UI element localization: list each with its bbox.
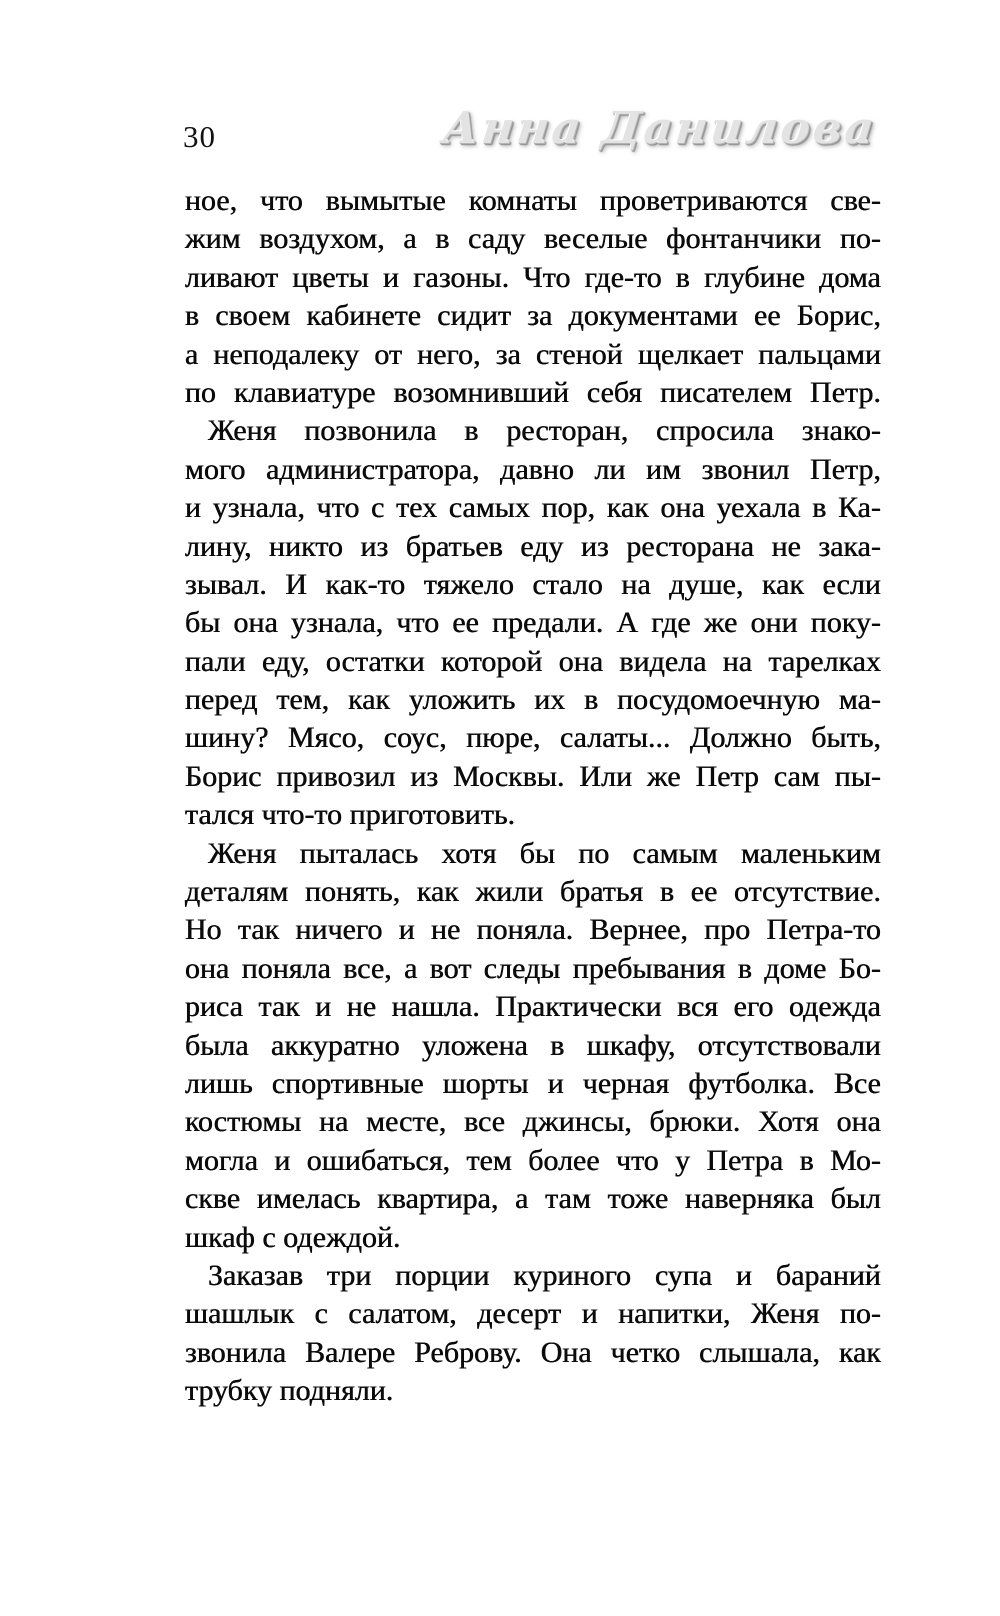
text-line: лину, никто из братьев еду из ресторана не зака-: [185, 529, 881, 563]
text-line: мого администратора, давно ли им звонил Петр,: [185, 452, 881, 486]
text-line: а неподалеку от него, за стеной щелкает пальцами: [185, 337, 881, 371]
text-line: могла и ошибаться, тем более что у Петра в Мо-: [185, 1143, 881, 1177]
text-line: бы она узнала, что ее предали. А где же они поку-: [185, 606, 881, 640]
text-line: риса так и не нашла. Практически вся его одежда: [185, 990, 881, 1024]
text-line: Борис привозил из Москвы. Или же Петр сам пы-: [185, 759, 881, 793]
text-line: шашлык с салатом, десерт и напитки, Женя по-: [185, 1297, 881, 1331]
text-line: перед тем, как уложить их в посудомоечную ма-: [185, 683, 881, 717]
text-line: шкаф с одеждой.: [185, 1220, 401, 1254]
author-script-header: Анна Данилова: [439, 103, 879, 154]
text-line: по клавиатуре возомнивший себя писателем Петр.: [185, 375, 881, 409]
page-number: 30: [183, 119, 216, 154]
text-line: ное, что вымытые комнаты проветриваются све-: [185, 184, 881, 217]
text-line: скве имелась квартира, а там тоже наверняка был: [185, 1182, 881, 1216]
text-line: Женя позвонила в ресторан, спросила знако-: [208, 414, 881, 448]
text-line: лишь спортивные шорты и черная футболка. Все: [185, 1066, 881, 1100]
text-line: Но так ничего и не поняла. Вернее, про Петра-то: [185, 913, 881, 947]
text-line: она поняла все, а вот следы пребывания в доме Бо-: [185, 951, 881, 985]
text-line: костюмы на месте, все джинсы, брюки. Хотя она: [185, 1105, 881, 1139]
text-line: шину? Мясо, соус, пюре, салаты... Должно быть,: [185, 721, 881, 755]
text-line: тался что-то приготовить.: [185, 798, 516, 832]
text-line: в своем кабинете сидит за документами ее Борис,: [185, 299, 881, 333]
text-line: пали еду, остатки которой она видела на тарелках: [185, 644, 881, 678]
text-line: жим воздухом, а в саду веселые фонтанчики по-: [185, 222, 881, 256]
text-line: звонила Валере Реброву. Она четко слышала, как: [185, 1335, 881, 1369]
text-line: трубку подняли.: [185, 1374, 394, 1408]
text-line: и узнала, что с тех самых пор, как она уехала в Ка-: [185, 491, 881, 525]
text-line: ливают цветы и газоны. Что где-то в глубине дома: [185, 260, 881, 294]
text-line: была аккуратно уложена в шкафу, отсутствовали: [185, 1028, 881, 1062]
text-line: Заказав три порции куриного супа и бараний: [208, 1258, 881, 1292]
text-line: деталям понять, как жили братья в ее отсутствие.: [185, 875, 881, 909]
text-line: Женя пыталась хотя бы по самым маленьким: [208, 836, 881, 870]
page-text: [185, 182, 881, 1411]
text-line: зывал. И как-то тяжело стало на душе, как если: [185, 567, 881, 601]
